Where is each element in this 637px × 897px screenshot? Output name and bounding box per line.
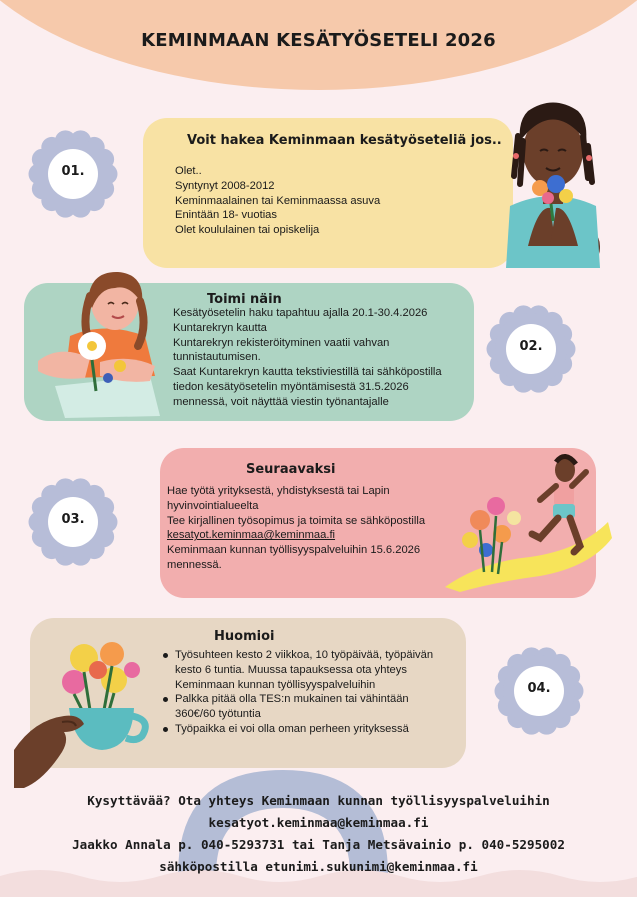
step-3-line: Keminmaan kunnan työllisyyspalveluihin 15.6.2026 xyxy=(167,544,421,557)
bullet-line: Työsuhteen kesto 2 viikkoa, 10 työpäivää, työpäivän xyxy=(175,649,434,661)
step-3-line: Hae työtä yrityksestä, yhdistyksestä tai Lapin xyxy=(167,485,390,497)
step-4-title: Huomioi xyxy=(214,629,275,644)
bullet-line: 360€/60 työtuntia xyxy=(175,708,261,721)
step-4-number: 04. xyxy=(527,681,551,696)
step-4-bullet xyxy=(162,648,433,692)
contact-phones: Jaakko Annala p. 040-5293731 tai Tanja Metsävainio p. 040-5295002 xyxy=(72,837,565,852)
step-2-line: mennessä, voit näyttää viestin työnantajalle xyxy=(173,395,389,408)
step-2-body xyxy=(173,306,442,410)
step-3-line: mennessä. xyxy=(167,558,222,571)
bullet-line: Palkka pitää olla TES:n mukainen tai vähintään xyxy=(175,693,409,706)
woman-with-bouquet-illustration xyxy=(488,96,618,268)
step-2-title: Toimi näin xyxy=(207,292,282,307)
step-2-line: Kuntarekryn kautta xyxy=(173,321,267,334)
step-4-bullet xyxy=(162,722,433,737)
step-1-badge xyxy=(27,128,119,220)
step-3-badge xyxy=(27,476,119,568)
step-2-line: tunnistautumisen. xyxy=(173,351,261,364)
step-2-line: Saat Kuntarekryn kautta tekstiviestillä tai sähköpostilla xyxy=(173,366,442,379)
bullet-line: Keminmaan kunnan työllisyyspalveluihin xyxy=(175,678,376,691)
step-3-title: Seuraavaksi xyxy=(246,462,336,477)
step-1-line: Enintään 18- vuotias xyxy=(175,209,277,222)
hand-holding-flower-cup-illustration xyxy=(14,630,164,788)
step-3-body xyxy=(167,484,425,573)
step-1-title: Voit hakea Keminmaan kesätyöseteliä jos.. xyxy=(187,133,502,148)
step-2-badge xyxy=(485,303,577,395)
step-4-bullet-list xyxy=(162,648,433,737)
step-1-number: 01. xyxy=(61,164,85,179)
step-1-line: Keminmaalainen tai Keminmaassa asuva xyxy=(175,194,381,207)
step-3-line: Tee kirjallinen työsopimus ja toimita se sähköpostilla xyxy=(167,514,426,527)
step-2-line: Kuntarekryn rekisteröityminen vaatii vahvan xyxy=(173,336,390,349)
step-1-line: Olet koululainen tai opiskelija xyxy=(175,224,320,237)
step-4-body xyxy=(162,648,433,737)
step-2-line: Kesätyösetelin haku tapahtuu ajalla 20.1-30.4.2026 xyxy=(173,307,428,319)
bullet-line: kesto 6 tuntia. Muussa tapauksessa ota yhteys xyxy=(175,663,407,676)
step-2-number: 02. xyxy=(519,339,543,354)
step-2-line: tiedon kesätyösetelin myöntämisestä 31.5.2026 xyxy=(173,380,409,393)
contact-line-question: Kysyttävää? Ota yhteys Keminmaan kunnan työllisyyspalveluihin xyxy=(87,793,550,808)
step-3-line: hyvinvointialueelta xyxy=(167,499,259,512)
step-1-line: Olet.. xyxy=(175,165,202,177)
step-3-email-link[interactable]: kesatyot.keminmaa@keminmaa.fi xyxy=(167,529,336,542)
step-4-badge xyxy=(493,645,585,737)
page-title: KEMINMAAN KESÄTYÖSETELI 2026 xyxy=(141,30,496,51)
contact-email-pattern: sähköpostilla etunimi.sukunimi@keminmaa.fi xyxy=(159,859,478,874)
contact-info xyxy=(0,790,637,878)
step-1-body xyxy=(175,164,380,238)
bullet-line: Työpaikka ei voi olla oman perheen yrityksessä xyxy=(175,722,409,735)
step-1-line: Syntynyt 2008-2012 xyxy=(175,179,275,192)
girl-holding-flower-illustration xyxy=(30,266,170,418)
step-4-bullet xyxy=(162,692,433,722)
contact-email[interactable]: kesatyot.keminmaa@keminmaa.fi xyxy=(208,815,429,830)
step-3-number: 03. xyxy=(61,512,85,527)
runner-on-flower-path-illustration xyxy=(440,442,612,592)
